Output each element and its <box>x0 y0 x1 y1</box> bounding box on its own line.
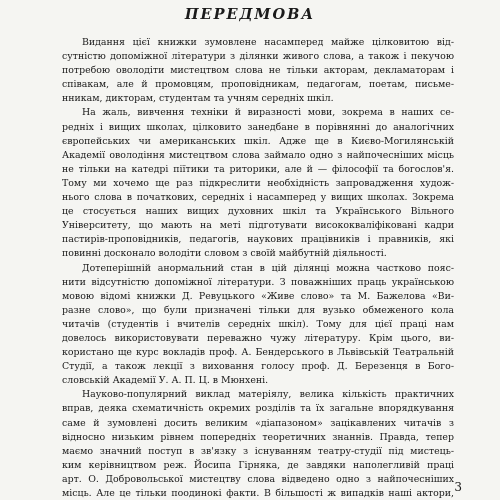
text-line: ким керівництвом реж. Йосипа Гірняка, де завдяки наполегливій праці <box>62 459 454 471</box>
text-line: редніх і вищих школах, цілковито занедбане в порівнянні до аналогічних <box>62 121 454 133</box>
text-line: користано ще курс вокладів проф. А. Бендерського в Львівській Театральній <box>62 347 454 359</box>
text-line: Дотеперішній анормальний стан в цій ділянці можна частково пояс- <box>82 262 454 274</box>
text-line: Науково-популярний виклад матеріялу, велика кількість практичних <box>82 389 454 401</box>
text-line: На жаль, вивчення техніки й виразності мови, зокрема в наших се- <box>82 107 454 119</box>
text-line: Студії, а також лекції з виховання голосу проф. Д. Березенця в Бого- <box>62 361 454 373</box>
text-line: Тому ми хочемо ще раз підкреслити необхідність запровадження худож- <box>62 177 454 189</box>
text-line: нникам, дикторам, студентам та учням середніх шкіл. <box>62 93 334 105</box>
text-line: саме й зумовлені досить великим «діапазоном» зацікавлених читачів з <box>62 417 454 429</box>
text-line: співакам, але й промовцям, проповідникам, педагогам, поетам, письме- <box>62 79 454 91</box>
text-line: європейських чи американських шкіл. Адже ще в Києво-Могилянській <box>62 135 454 147</box>
text-line: маємо значний поступ в зв'язку з існуванням театру-студії під мистець- <box>62 445 454 457</box>
text-line: відносно низьким рівнем попередніх теоретичних знаннів. Правда, тепер <box>62 431 454 443</box>
text-line: мовою відомі книжки Д. Ревуцького «Живе слово» та М. Бажелова «Ви- <box>62 290 454 302</box>
text-line: це стосується наших вищих духовних шкіл та Українського Вільного <box>62 206 454 218</box>
text-line: довелось використовувати переважно чужу літературу. Крім цього, ви- <box>62 332 454 344</box>
body-text <box>62 36 454 500</box>
text-line: Видання цієї книжки зумовлене насамперед майже цілковитою від- <box>82 37 454 48</box>
text-line: повинні досконало володіти словом з своїй майбутній діяльності. <box>62 248 387 260</box>
text-line: пастирів-проповідників, педагогів, наукових працівників і правників, які <box>62 234 454 246</box>
text-line: сутністю допоміжної літератури з ділянки живого слова, а також і пекучою <box>62 51 454 63</box>
page-title: ПЕРЕДМОВА <box>184 6 316 23</box>
text-line: Університету, що мають на меті підготувати висококваліфіковані кадри <box>62 220 454 232</box>
text-line: Академії оволодіння мистецтвом слова займало одно з найпочесніших місць <box>62 149 454 161</box>
text-line: словській Академії У. А. П. Ц. в Мюнхені. <box>62 375 269 387</box>
page-number: 3 <box>454 480 462 494</box>
text-line: нього слова в початкових, середніх і насамперед у вищих школах. Зокрема <box>62 192 454 204</box>
text-line: потребою оволодіти мистецтвом слова не тільки акторам, декламаторам і <box>62 65 454 77</box>
text-line: не тільки на катедрі піїтики та риторики, але й — філософії та богослов'я. <box>62 163 454 175</box>
text-line: місць. Але це тільки поодинокі факти. В більшості ж випадків наші актори, <box>62 488 454 499</box>
text-line: арт. О. Добровольської мистецтву слова відведено одно з найпочесніших <box>62 473 454 485</box>
text-line: вправ, деяка схематичність окремих розділів та їх загальне впорядкування <box>62 403 454 415</box>
text-line: читачів (студентів і вчителів середніх шкіл). Тому для цієї праці нам <box>62 318 454 330</box>
text-line: разне слово», що були призначені тільки для вузько обмеженого кола <box>62 304 454 316</box>
text-line: нити відсутністю допоміжної літератури. З поважніших праць українською <box>62 276 454 288</box>
